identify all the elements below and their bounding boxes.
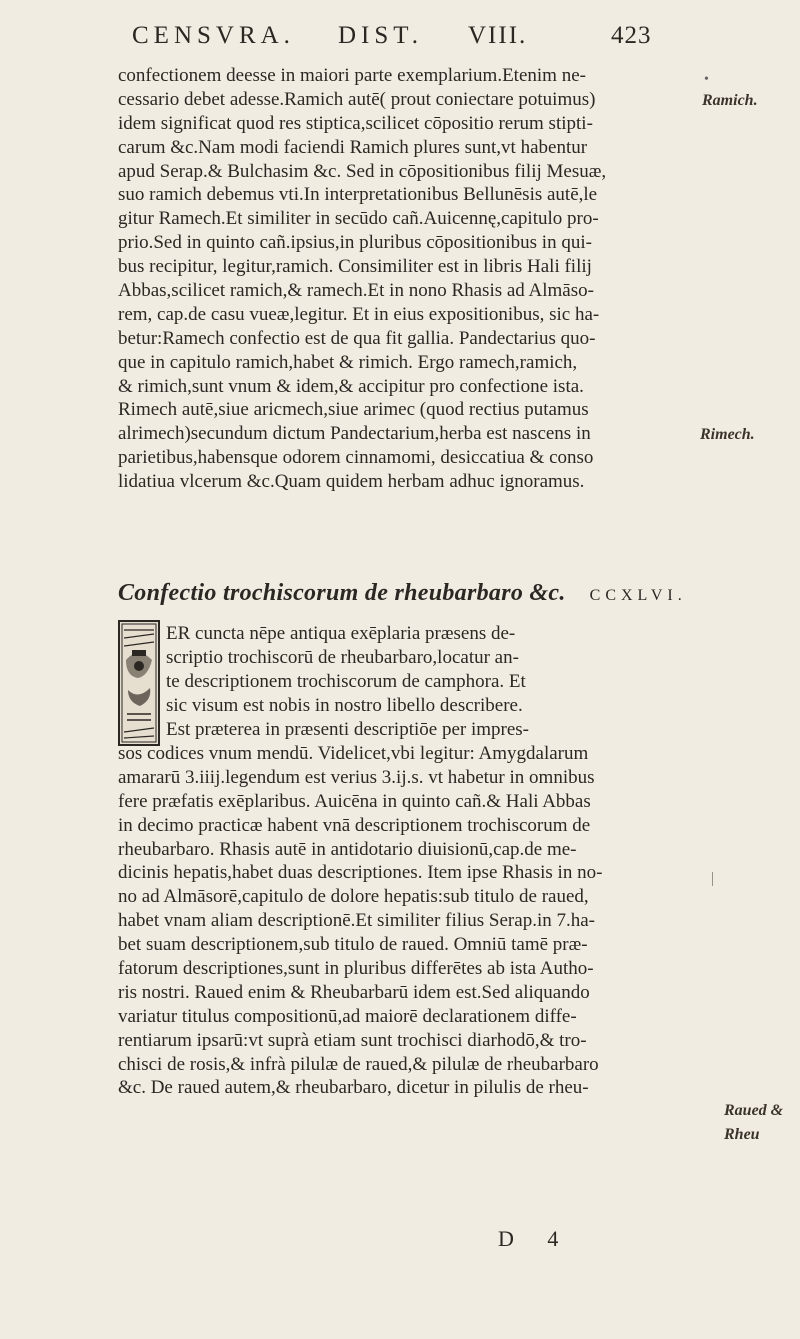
running-header bbox=[0, 22, 800, 62]
text-line: &c. De raued autem,& rheubarbaro, dicetur in pilulis de rheu- bbox=[118, 1077, 589, 1099]
margin-mark bbox=[712, 872, 713, 886]
header-middle: DIST. bbox=[338, 22, 423, 49]
text-line: dicinis hepatis,habet duas descriptiones. Item ipse Rhasis in no- bbox=[118, 862, 603, 884]
text-line: sic visum est nobis in nostro libello describere. bbox=[166, 694, 523, 716]
text-line: amararū 3.iiij.legendum est verius 3.ij.s. vt habetur in omnibus bbox=[118, 766, 595, 788]
text-line: ris nostri. Raued enim & Rheubarbarū idem est.Sed aliquando bbox=[118, 981, 590, 1003]
catchword-signature: D 4 bbox=[498, 1226, 573, 1251]
text-line: habet vnam aliam descriptionē.Et similiter filius Serap.in 7.ha- bbox=[118, 910, 595, 932]
text-line: chisci de rosis,& infrà pilulæ de raued,& pilulæ de rheubarbaro bbox=[118, 1053, 599, 1075]
text-line: fatorum descriptiones,sunt in pluribus differētes ab ista Autho- bbox=[118, 958, 594, 980]
text-line: prio.Sed in quinto cañ.ipsius,in pluribus cōpositionibus in qui- bbox=[118, 232, 592, 254]
paragraph-1 bbox=[118, 64, 692, 494]
text-line: fere præfatis exēplaribus. Auicēna in quinto cañ.& Hali Abbas bbox=[118, 790, 591, 812]
margin-note-rimech: Rimech. bbox=[700, 426, 755, 443]
paragraph-2-indented bbox=[166, 622, 694, 741]
margin-dot: • bbox=[704, 72, 709, 87]
text-line: confectionem deesse in maiori parte exemplarium.Etenim ne- bbox=[118, 65, 586, 86]
text-line: scriptio trochiscorū de rheubarbaro,locatur an- bbox=[166, 646, 519, 668]
text-line: idem significat quod res stiptica,scilicet cōpositio rerum stipti- bbox=[118, 112, 593, 134]
text-line: bet suam descriptionem,sub titulo de raued. Omniū tamē præ- bbox=[118, 934, 588, 956]
text-line: variatur titulus compositionū,ad maiorē declarationem diffe- bbox=[118, 1005, 577, 1027]
text-line: rentiarum ipsarū:vt suprà etiam sunt trochisci diarhodō,& tro- bbox=[118, 1029, 587, 1051]
text-line: & rimich,sunt vnum & idem,& accipitur pro confectione ista. bbox=[118, 375, 584, 397]
text-line: lidatiua vlcerum &c.Quam quidem herbam adhuc ignoramus. bbox=[118, 471, 585, 493]
section-number: CCXLVI. bbox=[589, 587, 687, 604]
text-line: no ad Almāsorē,capitulo de dolore hepatis:sub titulo de raued, bbox=[118, 886, 589, 908]
text-line: alrimech)secundum dictum Pandectarium,herba est nascens in bbox=[118, 423, 591, 445]
text-line: parietibus,habensque odorem cinnamomi, desiccatiua & conso bbox=[118, 447, 594, 469]
text-line: in decimo practicæ habent vnā descriptionem trochiscorum de bbox=[118, 814, 591, 836]
margin-note-rheu: Rheu bbox=[724, 1126, 760, 1143]
text-line: bus recipitur, legitur,ramich. Consimiliter est in libris Hali filij bbox=[118, 256, 592, 278]
bottom-margin bbox=[0, 1260, 800, 1339]
text-line: carum &c.Nam modi faciendi Ramich plures sunt,vt habentur bbox=[118, 136, 588, 158]
text-line: rem, cap.de casu vueæ,legitur. Et in eius expositionibus, sic ha- bbox=[118, 303, 600, 325]
text-line: apud Serap.& Bulchasim &c. Sed in cōpositionibus filij Mesuæ, bbox=[118, 160, 607, 182]
text-line: ER cuncta nēpe antiqua exēplaria præsens de- bbox=[166, 623, 516, 644]
text-line: te descriptionem trochiscorum de camphora. Et bbox=[166, 670, 526, 692]
text-line: cessario debet adesse.Ramich autē( prout coniectare potuimus) bbox=[118, 88, 596, 110]
header-right: VIII. bbox=[468, 22, 528, 49]
text-line: Abbas,scilicet ramich,& ramech.Et in nono Rhasis ad Almāso- bbox=[118, 280, 594, 302]
paragraph-2-continued bbox=[118, 742, 718, 1100]
text-line: Est præterea in præsenti descriptiōe per impres- bbox=[166, 718, 530, 740]
header-left: CENSVRA. bbox=[132, 22, 295, 49]
text-line: Rimech autē,siue aricmech,siue arimec (quod rectius putamus bbox=[118, 399, 589, 421]
text-line: betur:Ramech confectio est de qua fit gallia. Pandectarius quo- bbox=[118, 327, 596, 349]
margin-note-ramich: Ramich. bbox=[702, 92, 758, 109]
woodcut-initial-icon bbox=[118, 620, 160, 746]
page-number: 423 bbox=[611, 22, 652, 49]
text-line: rheubarbaro. Rhasis autē in antidotario diuisionū,cap.de me- bbox=[118, 838, 577, 860]
section-title: Confectio trochiscorum de rheubarbaro &c. bbox=[118, 580, 566, 606]
margin-note-raued: Raued & bbox=[724, 1102, 784, 1119]
text-line: gitur Ramech.Et similiter in secūdo cañ.Auicennę,capitulo pro- bbox=[118, 208, 599, 230]
section-heading bbox=[118, 580, 738, 614]
text-line: suo ramich debemus vti.In interpretationibus Bellunēsis autē,le bbox=[118, 184, 598, 206]
text-line: sos codices vnum mendū. Videlicet,vbi legitur: Amygdalarum bbox=[118, 743, 589, 764]
text-line: que in capitulo ramich,habet & rimich. Ergo ramech,ramich, bbox=[118, 351, 578, 373]
